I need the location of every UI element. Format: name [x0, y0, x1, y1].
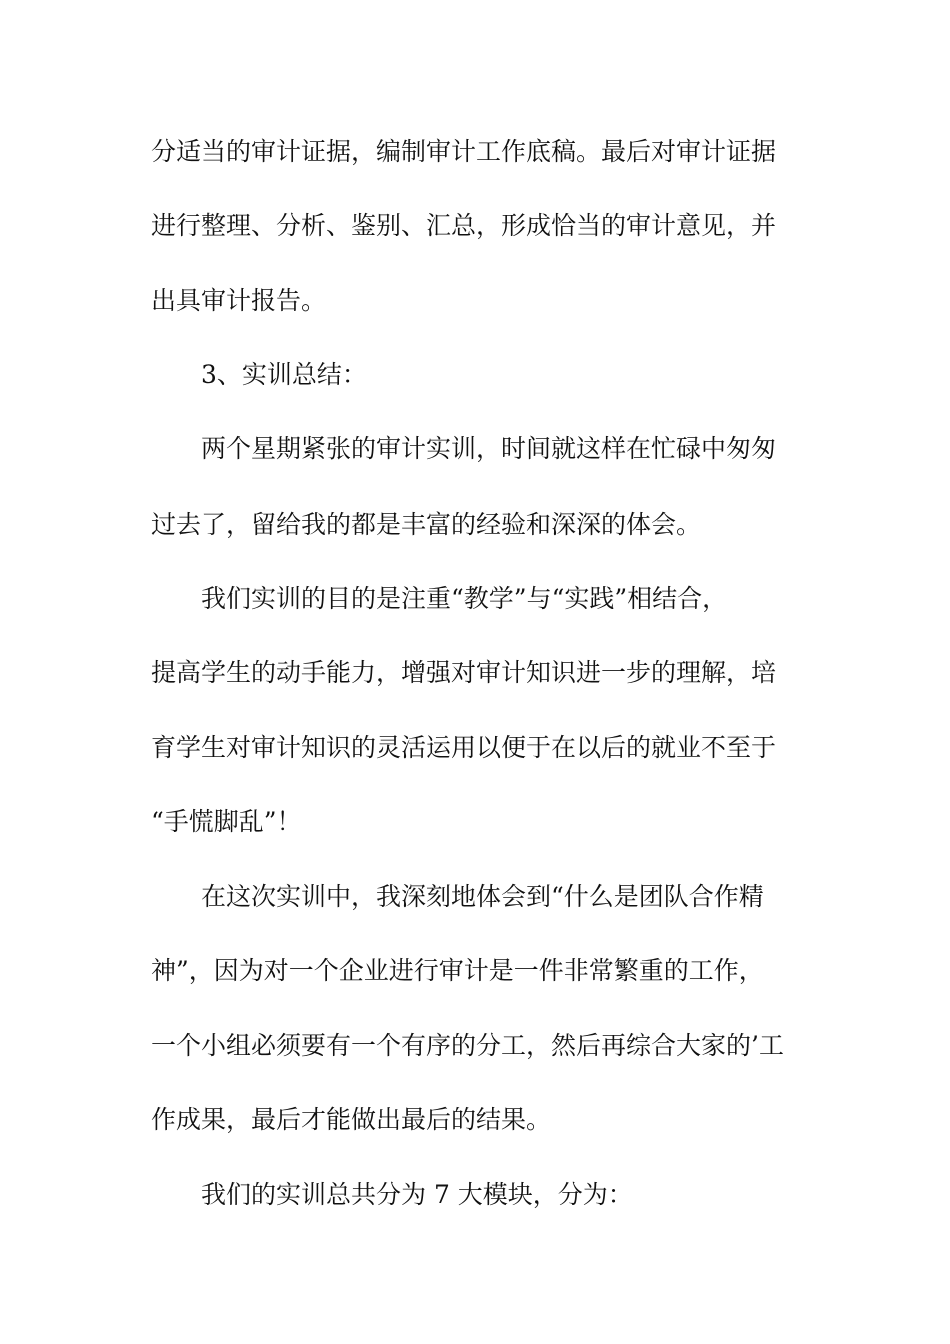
text-line-1: 分适当的审计证据，编制审计工作底稿。最后对审计证据	[151, 137, 777, 166]
text-line-10: “手慌脚乱”！	[151, 807, 302, 836]
text-line-11: 在这次实训中，我深刻地体会到“什么是团队合作精	[201, 882, 764, 911]
text-line-6: 过去了，留给我的都是丰富的经验和深深的体会。	[151, 510, 702, 539]
text-line-12: 神”，因为对一个企业进行审计是一件非常繁重的工作，	[151, 956, 764, 985]
text-line-9: 育学生对审计知识的灵活运用以便于在以后的就业不至于	[151, 733, 777, 762]
text-line-8: 提高学生的动手能力，增强对审计知识进一步的理解，培	[151, 658, 777, 687]
text-line-5: 两个星期紧张的审计实训，时间就这样在忙碌中匆匆	[201, 434, 777, 463]
text-line-2: 进行整理、分析、鉴别、汇总，形成恰当的审计意见，并	[151, 211, 777, 240]
text-line-3: 出具审计报告。	[151, 286, 327, 315]
text-line-13: 一个小组必须要有一个有序的分工，然后再综合大家的’工	[151, 1031, 784, 1060]
text-line-7: 我们实训的目的是注重“教学”与“实践”相结合，	[201, 584, 728, 613]
text-line-15: 我们的实训总共分为 7 大模块，分为：	[201, 1180, 633, 1209]
text-line-14: 作成果，最后才能做出最后的结果。	[151, 1105, 552, 1134]
section-heading: 3、实训总结：	[201, 360, 367, 389]
